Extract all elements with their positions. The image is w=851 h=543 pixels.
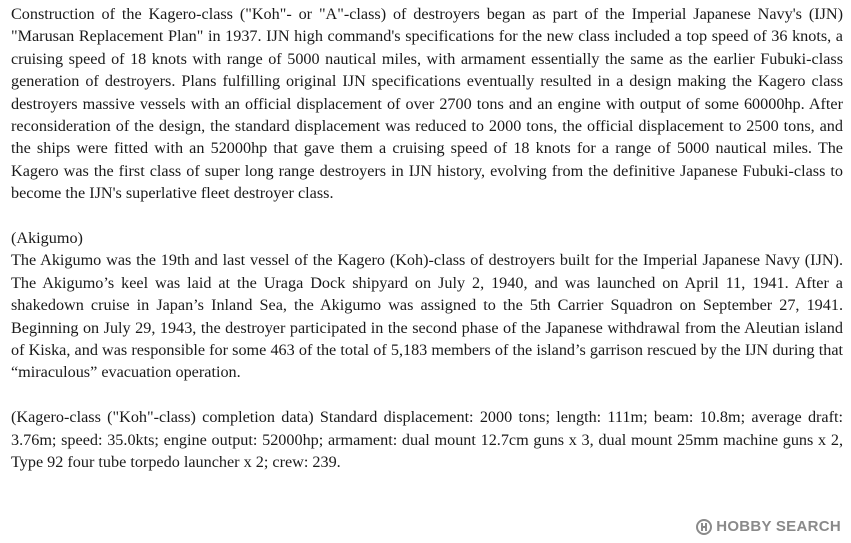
paragraph-spacer bbox=[11, 205, 843, 227]
document-body bbox=[11, 3, 843, 474]
watermark-brand-search: SEARCH bbox=[775, 518, 841, 535]
hobbysearch-watermark bbox=[696, 518, 841, 535]
paragraph-spacer bbox=[11, 384, 843, 406]
completion-data-paragraph: (Kagero-class ("Koh"-class) completion data) Standard displacement: 2000 tons; length: 111m; beam: 10.8m; average draft: 3.76m; speed: 35.0kts; engine output: 52000hp; armament: dual mount 12.7cm guns x 3, dual mount 25mm machine guns x 2, Type 92 four tube torpedo launcher x 2; crew: 239. bbox=[11, 408, 843, 472]
watermark-brand-hobby: HOBBY bbox=[716, 518, 772, 535]
akigumo-heading: (Akigumo) bbox=[11, 229, 83, 248]
intro-paragraph: Construction of the Kagero-class ("Koh"- or "A"-class) of destroyers began as part of the Imperial Japanese Navy's (IJN) "Marusan Replacement Plan" in 1937. IJN high command's specifications for the new class included a top speed of 36 knots, a cruising speed of 18 knots with range of 5000 nautical miles, with armament essentially the same as the earlier Fubuki-class generation of destroyers. Plans fulfilling original IJN specifications eventually resulted in a design making the Kagero class destroyers massive vessels with an official displacement of over 2700 tons and an engine with output of some 60000hp. After reconsideration of the design, the standard displacement was reduced to 2000 tons, the official displacement to 2500 tons, and the ships were fitted with an 52000hp that gave them a cruising speed of 18 knots for a range of 5000 nautical miles. The Kagero was the first class of super long range destroyers in IJN history, evolving from the definitive Japanese Fubuki-class to become the IJN's superlative fleet destroyer class. bbox=[11, 5, 843, 203]
akigumo-paragraph: The Akigumo was the 19th and last vessel of the Kagero (Koh)-class of destroyers built for the Imperial Japanese Navy (IJN). The Akigumo’s keel was laid at the Uraga Dock shipyard on July 2, 1940, and was launched on April 11, 1941. After a shakedown cruise in Japan’s Inland Sea, the Akigumo was assigned to the 5th Carrier Squadron on September 27, 1941. Beginning on July 29, 1943, the destroyer participated in the second phase of the Japanese withdrawal from the Aleutian island of Kiska, and was responsible for some 463 of the total of 5,183 members of the island’s garrison rescued by the IJN during that “miraculous” evacuation operation. bbox=[11, 251, 843, 382]
hobbysearch-logo-icon bbox=[696, 519, 712, 535]
